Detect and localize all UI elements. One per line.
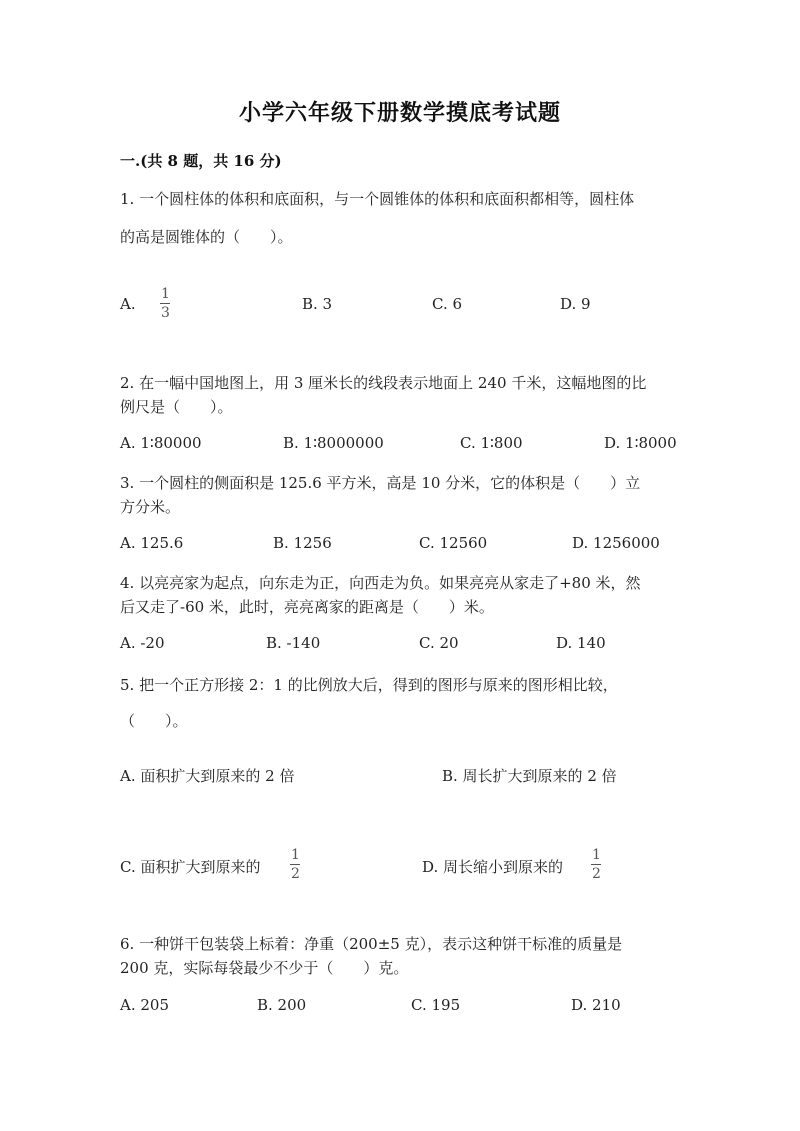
question-5-option-b: B. 周长扩大到原来的 2 倍 — [442, 767, 617, 785]
fraction-denominator: 3 — [161, 305, 170, 321]
question-3-option-a: A. 125.6 — [120, 534, 184, 552]
question-2-text-line-1: 2. 在一幅中国地图上，用 3 厘米长的线段表示地面上 240 千米，这幅地图的比 — [120, 374, 647, 392]
fraction-denominator: 2 — [592, 866, 601, 882]
question-5-option-c-fraction — [290, 848, 301, 881]
question-5-option-d-fraction — [591, 848, 602, 881]
fraction-numerator: 1 — [161, 286, 170, 302]
fraction-bar — [290, 864, 300, 865]
question-1-text-line-1: 1. 一个圆柱体的体积和底面积，与一个圆锥体的体积和底面积都相等，圆柱体 — [120, 190, 635, 208]
question-2-option-d: D. 1∶8000 — [604, 434, 677, 452]
question-2-option-c: C. 1∶800 — [460, 434, 523, 452]
question-6-option-d: D. 210 — [571, 996, 621, 1014]
page-title: 小学六年级下册数学摸底考试题 — [238, 100, 561, 126]
question-1-option-c: C. 6 — [432, 295, 463, 313]
question-5-option-a: A. 面积扩大到原来的 2 倍 — [120, 767, 295, 785]
fraction-numerator: 1 — [291, 847, 300, 863]
fraction-numerator: 1 — [592, 847, 601, 863]
question-6-text-line-2: 200 克，实际每袋最少不少于（ ）克。 — [120, 959, 409, 977]
question-1-option-b: B. 3 — [302, 295, 333, 313]
question-4-text-line-2: 后又走了-60 米，此时，亮亮离家的距离是（ ）米。 — [120, 598, 494, 616]
question-4-option-b: B. -140 — [266, 634, 321, 652]
question-2-option-b: B. 1∶8000000 — [283, 434, 384, 452]
question-2-text-line-2: 例尺是（ ）。 — [120, 398, 233, 416]
question-6-option-b: B. 200 — [257, 996, 307, 1014]
fraction-bar — [160, 303, 170, 304]
question-6-text-line-1: 6. 一种饼干包装袋上标着：净重（200±5 克），表示这种饼干标准的质量是 — [120, 935, 623, 953]
question-5-text-line-1: 5. 把一个正方形接 2：1 的比例放大后，得到的图形与原来的图形相比较， — [120, 676, 618, 694]
fraction-bar — [591, 864, 601, 865]
question-5-option-d: D. 周长缩小到原来的 — [422, 858, 564, 876]
question-5-text-line-2: （ ）。 — [120, 712, 188, 730]
question-3-option-c: C. 12560 — [419, 534, 488, 552]
question-1-text-line-2: 的高是圆锥体的（ ）。 — [120, 228, 293, 246]
question-4-option-c: C. 20 — [419, 634, 459, 652]
question-3-option-d: D. 1256000 — [572, 534, 660, 552]
question-4-option-a: A. -20 — [120, 634, 165, 652]
question-1-option-a-label: A. — [120, 295, 136, 313]
question-4-text-line-1: 4. 以亮亮家为起点，向东走为正，向西走为负。如果亮亮从家走了+80 米，然 — [120, 574, 641, 592]
question-3-text-line-2: 方分米。 — [120, 498, 181, 516]
question-6-option-a: A. 205 — [120, 996, 169, 1014]
fraction-denominator: 2 — [291, 866, 300, 882]
question-3-text-line-1: 3. 一个圆柱的侧面积是 125.6 平方米，高是 10 分米，它的体积是（ ）立 — [120, 474, 641, 492]
question-6-option-c: C. 195 — [411, 996, 461, 1014]
question-3-option-b: B. 1256 — [273, 534, 332, 552]
section-heading: 一.(共 8 题，共 16 分) — [120, 152, 282, 170]
question-2-option-a: A. 1∶80000 — [120, 434, 202, 452]
question-1-option-d: D. 9 — [560, 295, 591, 313]
question-1-option-a-fraction — [160, 287, 171, 320]
question-4-option-d: D. 140 — [556, 634, 606, 652]
question-5-option-c: C. 面积扩大到原来的 — [120, 858, 261, 876]
